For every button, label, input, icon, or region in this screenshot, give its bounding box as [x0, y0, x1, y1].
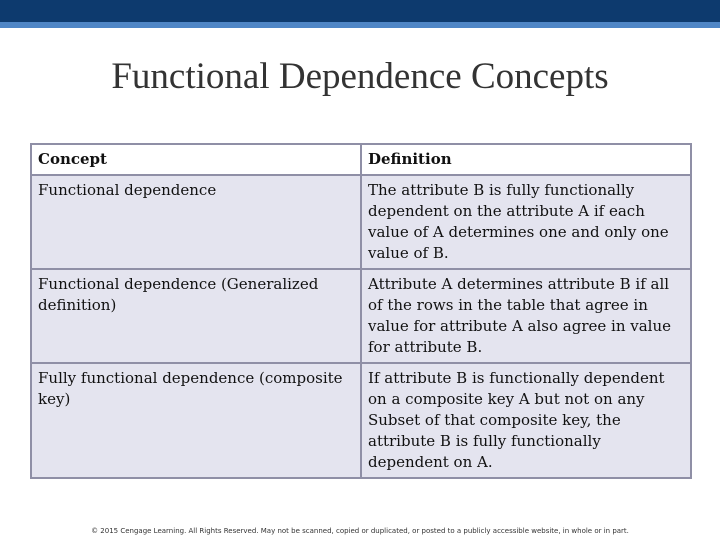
- concept-cell: Functional dependence: [31, 175, 361, 269]
- slide-title: Functional Dependence Concepts: [111, 56, 609, 97]
- concept-cell: Fully functional dependence (composite key): [31, 363, 361, 478]
- table-row: [31, 363, 691, 478]
- definition-cell: If attribute B is functionally dependent on a composite key A but not on any Subset of that composite key, the attribute B is fully functionally dependent on A.: [361, 363, 691, 478]
- copyright-footer: © 2015 Cengage Learning. All Rights Reserved. May not be scanned, copied or duplicated, or posted to a publicly accessible website, in whole or in part.: [91, 527, 629, 535]
- table-header-row: [31, 144, 691, 175]
- concepts-table: [30, 143, 692, 479]
- top-banner-stripe: [0, 22, 720, 28]
- header-concept: Concept: [31, 144, 361, 175]
- top-banner: [0, 0, 720, 22]
- table-row: [31, 269, 691, 363]
- table-row: [31, 175, 691, 269]
- definition-cell: The attribute B is fully functionally dependent on the attribute A if each value of A determines one and only one value of B.: [361, 175, 691, 269]
- definition-cell: Attribute A determines attribute B if all of the rows in the table that agree in value for attribute A also agree in value for attribute B.: [361, 269, 691, 363]
- header-definition: Definition: [361, 144, 691, 175]
- concept-cell: Functional dependence (Generalized definition): [31, 269, 361, 363]
